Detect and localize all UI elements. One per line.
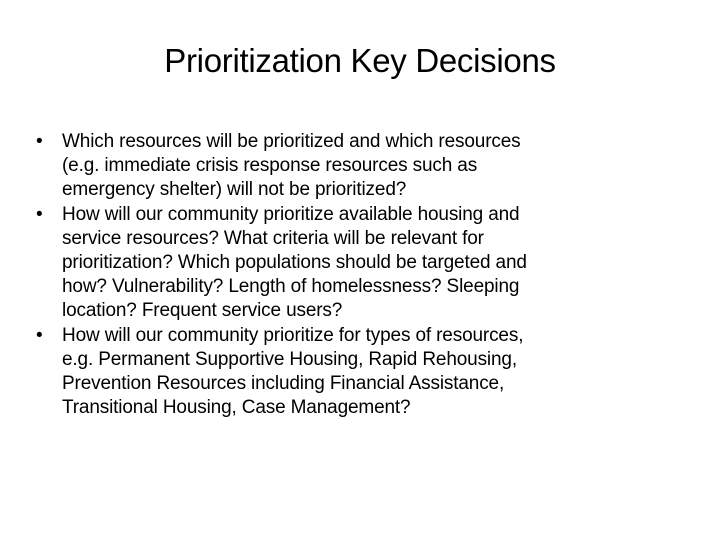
bullet-text-line: Prevention Resources including Financial Assistance, bbox=[62, 373, 505, 395]
bullet-item bbox=[36, 130, 706, 203]
bullet-dot-icon: • bbox=[36, 324, 43, 346]
bullet-text-line: Transitional Housing, Case Management? bbox=[62, 397, 411, 419]
bullet-list bbox=[36, 130, 706, 420]
bullet-text-line: how? Vulnerability? Length of homelessness? Sleeping bbox=[62, 276, 520, 298]
slide-title: Prioritization Key Decisions bbox=[164, 42, 556, 79]
bullet-text-line: How will our community prioritize available housing and bbox=[62, 203, 520, 225]
bullet-text-line: How will our community prioritize for types of resources, bbox=[62, 324, 524, 346]
bullet-item bbox=[36, 324, 706, 421]
bullet-item bbox=[36, 203, 706, 324]
bullet-text-line: service resources? What criteria will be relevant for bbox=[62, 227, 484, 249]
bullet-text-line: emergency shelter) will not be prioritized? bbox=[62, 179, 407, 201]
bullet-text-line: location? Frequent service users? bbox=[62, 300, 343, 322]
bullet-dot-icon: • bbox=[36, 131, 43, 152]
bullet-text-line: e.g. Permanent Supportive Housing, Rapid Rehousing, bbox=[62, 348, 517, 370]
bullet-text-line: Which resources will be prioritized and which resources bbox=[62, 131, 521, 152]
bullet-text-line: (e.g. immediate crisis response resources such as bbox=[62, 155, 478, 177]
bullet-text-line: prioritization? Which populations should be targeted and bbox=[62, 252, 527, 274]
bullet-dot-icon: • bbox=[36, 203, 43, 225]
